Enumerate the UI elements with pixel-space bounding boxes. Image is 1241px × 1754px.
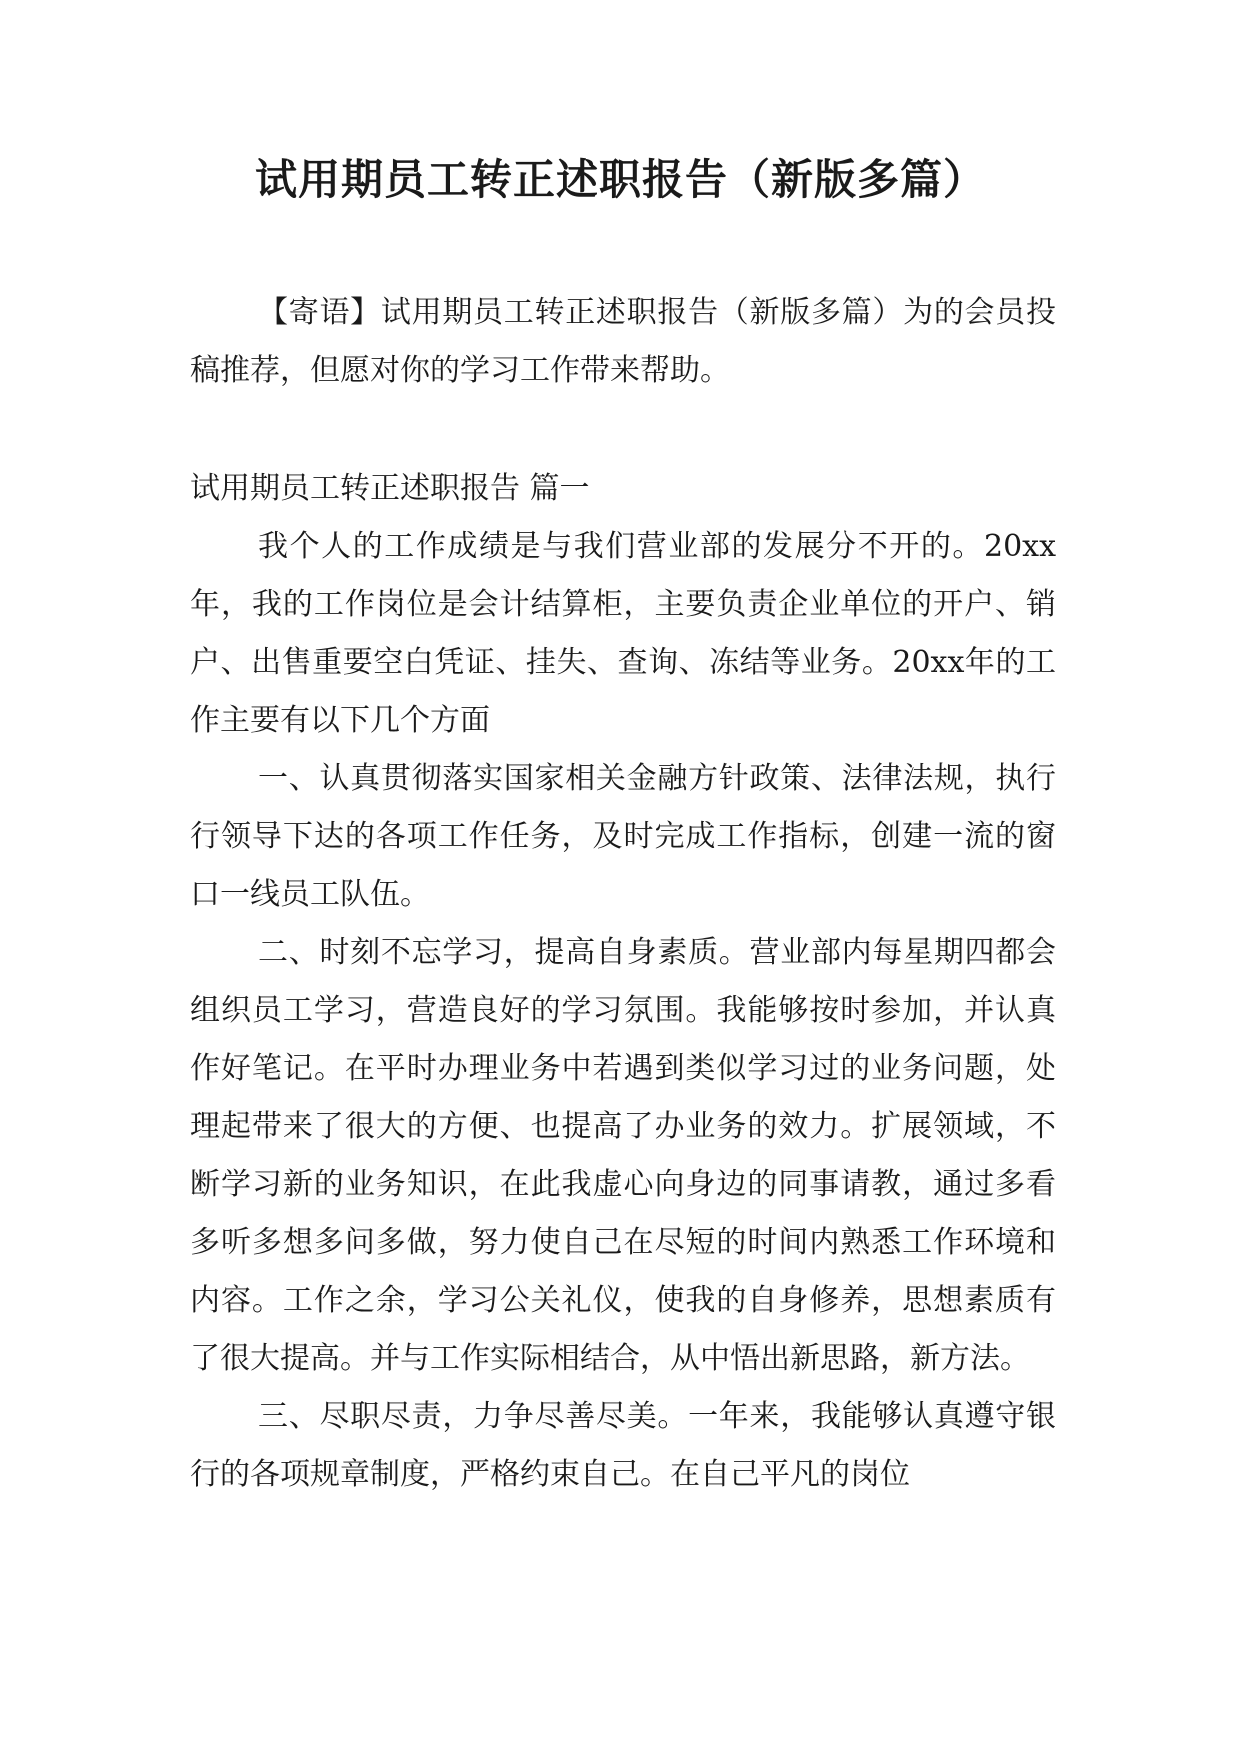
section-body — [190, 518, 1056, 1504]
body-paragraph: 我个人的工作成绩是与我们营业部的发展分不开的。20xx年，我的工作岗位是会计结算柜，主要负责企业单位的开户、销户、出售重要空白凭证、挂失、查询、冻结等业务。20xx年的工作主要有以下几个方面 — [190, 529, 1056, 738]
body-paragraph: 二、时刻不忘学习，提高自身素质。营业部内每星期四都会组织员工学习，营造良好的学习氛围。我能够按时参加，并认真作好笔记。在平时办理业务中若遇到类似学习过的业务问题，处理起带来了很大的方便、也提高了办业务的效力。扩展领域，不断学习新的业务知识，在此我虚心向身边的同事请教，通过多看多听多想多问多做，努力使自己在尽短的时间内熟悉工作环境和内容。工作之余，学习公关礼仪，使我的自身修养，思想素质有了很大提高。并与工作实际相结合，从中悟出新思路，新方法。 — [190, 935, 1056, 1376]
foreword-paragraph: 【寄语】试用期员工转正述职报告（新版多篇）为的会员投稿推荐，但愿对你的学习工作带来帮助。 — [190, 295, 1056, 388]
body-paragraph: 三、尽职尽责，力争尽善尽美。一年来，我能够认真遵守银行的各项规章制度，严格约束自己。在自己平凡的岗位 — [190, 1399, 1056, 1492]
section-heading: 试用期员工转正述职报告 篇一 — [190, 471, 590, 506]
body-paragraph: 一、认真贯彻落实国家相关金融方针政策、法律法规，执行行领导下达的各项工作任务，及时完成工作指标，创建一流的窗口一线员工队伍。 — [190, 761, 1056, 912]
document-title: 试用期员工转正述职报告（新版多篇） — [254, 155, 986, 204]
